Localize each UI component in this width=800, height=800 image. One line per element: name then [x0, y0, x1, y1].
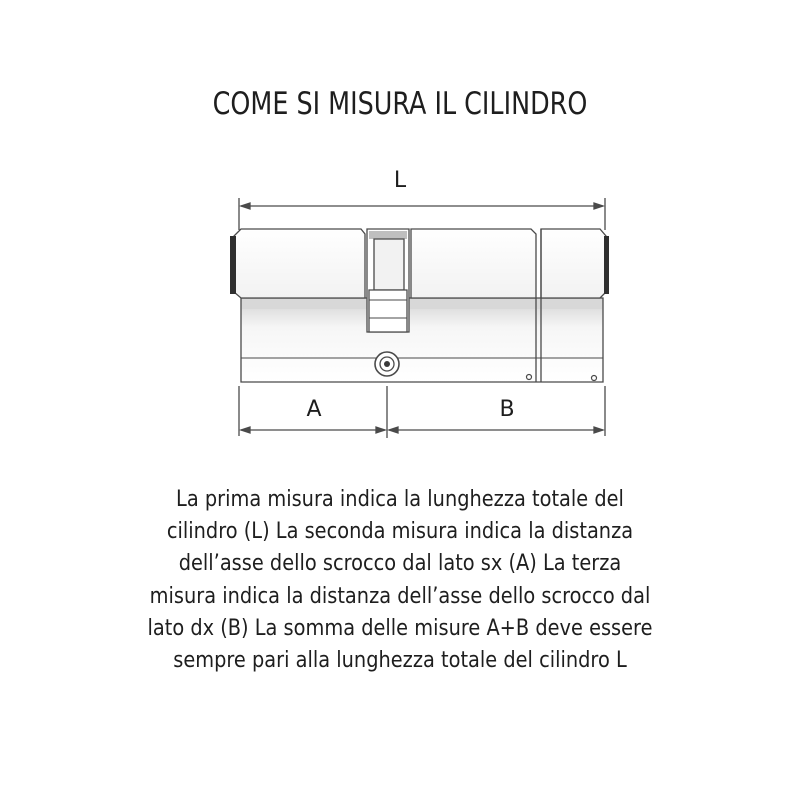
dimension-label-b: B — [499, 397, 515, 422]
dimension-lines-ab — [239, 386, 605, 438]
dimension-line-l — [239, 198, 605, 230]
dimension-label-l: L — [393, 168, 407, 193]
dimension-label-a: A — [306, 397, 322, 422]
cylinder-body — [230, 229, 609, 382]
description-text: La prima misura indica la lunghezza totale del cilindro (L) La seconda misura indica la distanza dell’asse dello scrocco dal lato sx (A) La terza misura indica la distanza dell’asse dello scrocco dal lato dx (B) La somma delle misure A+B deve essere sempre pari alla lunghezza totale del cilindro L — [147, 487, 653, 674]
page-title: COME SI MISURA IL CILINDRO — [212, 86, 588, 122]
